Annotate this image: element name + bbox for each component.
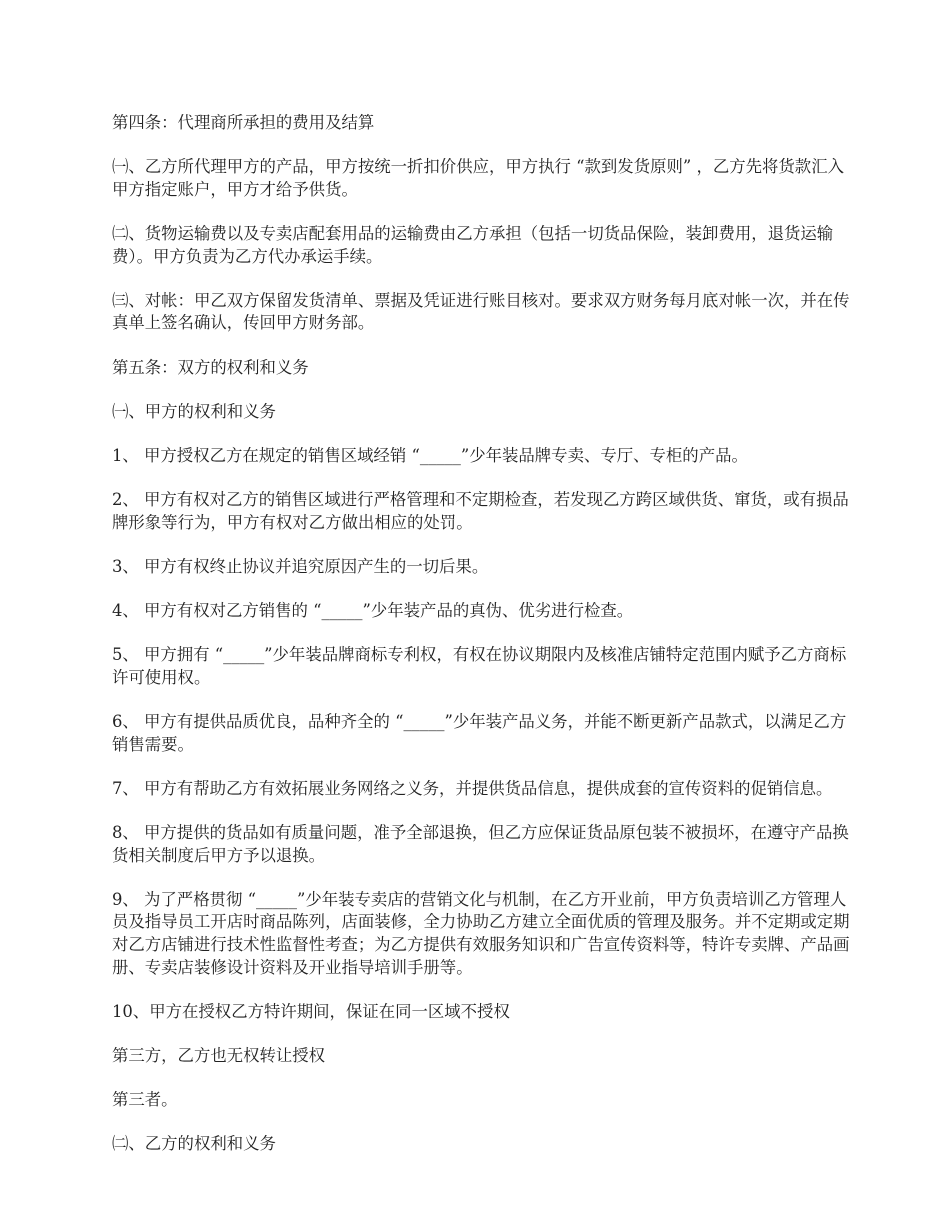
document-page [112, 112, 852, 1178]
list-item-10-end: 第三者。 [112, 1090, 178, 1110]
list-item-4: 4、 甲方有权对乙方销售的 “_____”少年装产品的真伪、优劣进行检查。 [112, 601, 634, 621]
list-item-8: 8、 甲方提供的货品如有质量问题，准予全部退换，但乙方应保证货品原包装不被损坏，在遵守产品换货相关制度后甲方予以退换。 [112, 823, 849, 865]
list-item-9: 9、 为了严格贯彻 “_____”少年装专卖店的营销文化与机制，在乙方开业前，甲方负责培训乙方管理人员及指导员工开店时商品陈列，店面装修，全力协助乙方建立全面优质的管理及服务。并不定期或定期对乙方店铺进行技术性监督性考查；为乙方提供有效服务知识和广告宣传资料等，特许专卖牌、产品画册、专卖店装修设计资料及开业指导培训手册等。 [112, 889, 850, 977]
section-heading-article-5: 第五条：双方的权利和义务 [112, 357, 309, 377]
list-item-10-continued: 第三方，乙方也无权转让授权 [112, 1045, 326, 1065]
list-item-10: 10、甲方在授权乙方特许期间，保证在同一区域不授权 [112, 1001, 510, 1021]
subheading-party-b-rights: ㈡、乙方的权利和义务 [112, 1134, 276, 1154]
paragraph-4-1: ㈠、乙方所代理甲方的产品，甲方按统一折扣价供应，甲方执行 “款到发货原则” ，乙方先将货款汇入甲方指定账户，甲方才给予供货。 [112, 157, 844, 199]
paragraph-4-2: ㈡、货物运输费以及专卖店配套用品的运输费由乙方承担（包括一切货品保险，装卸费用，退货运输费）。甲方负责为乙方代办承运手续。 [112, 223, 834, 266]
paragraph-4-3: ㈢、对帐：甲乙双方保留发货清单、票据及凭证进行账目核对。要求双方财务每月底对帐一次，并在传真单上签名确认，传回甲方财务部。 [112, 290, 850, 333]
list-item-2: 2、 甲方有权对乙方的销售区域进行严格管理和不定期检查，若发现乙方跨区域供货、窜货，或有损品牌形象等行为，甲方有权对乙方做出相应的处罚。 [112, 490, 849, 532]
list-item-3: 3、 甲方有权终止协议并追究原因产生的一切后果。 [112, 556, 489, 576]
list-item-6: 6、 甲方有提供品质优良，品种齐全的 “_____”少年装产品义务，并能不断更新产品款式，以满足乙方销售需要。 [112, 712, 847, 754]
list-item-1: 1、 甲方授权乙方在规定的销售区域经销 “_____”少年装品牌专卖、专厅、专柜的产品。 [112, 445, 748, 465]
list-item-7: 7、 甲方有帮助乙方有效拓展业务网络之义务，并提供货品信息，提供成套的宣传资料的促销信息。 [112, 778, 833, 798]
section-heading-article-4: 第四条：代理商所承担的费用及结算 [112, 113, 375, 132]
subheading-party-a-rights: ㈠、甲方的权利和义务 [112, 401, 276, 421]
list-item-5: 5、 甲方拥有 “_____”少年装品牌商标专利权，有权在协议期限内及核准店铺特定范围内赋予乙方商标许可使用权。 [112, 645, 847, 687]
